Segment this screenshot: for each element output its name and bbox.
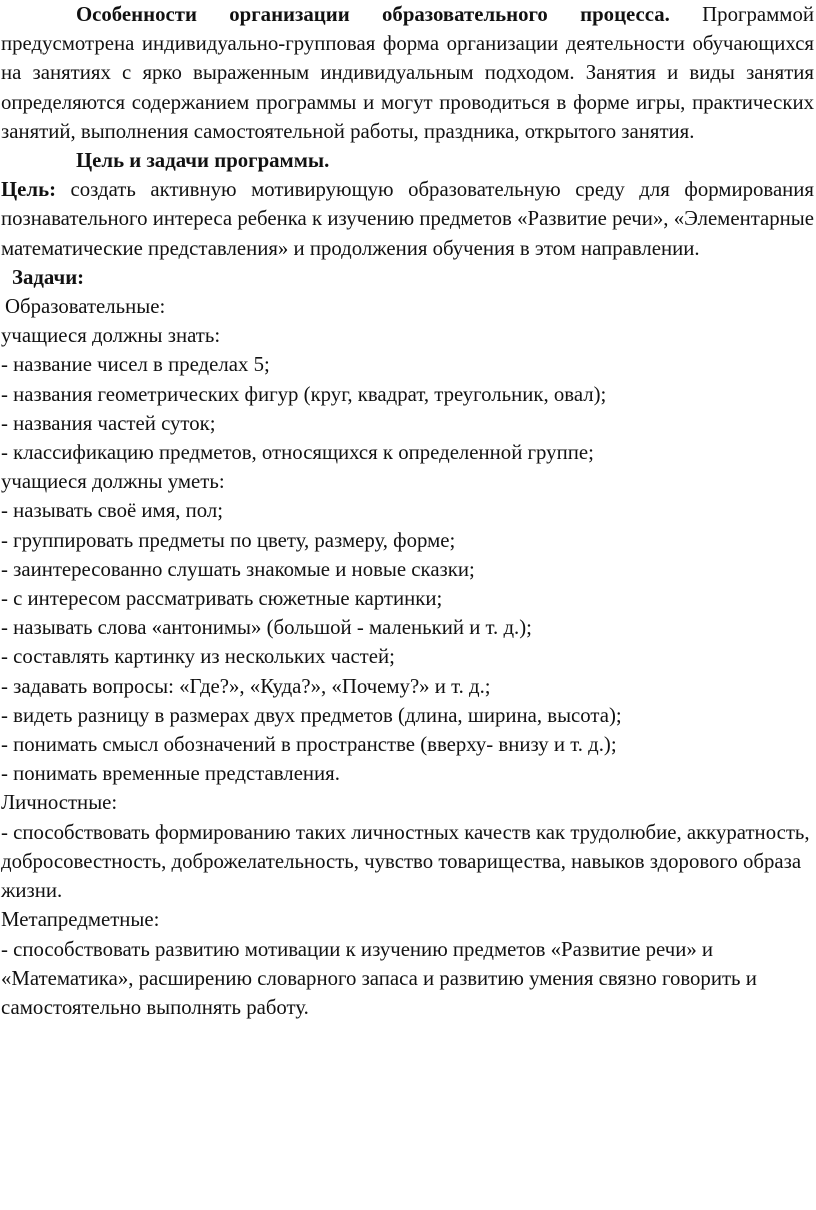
list-item: - называть своё имя, пол;	[1, 499, 224, 523]
list-item: - называть слова «антонимы» (большой - маленький и т. д.);	[1, 616, 532, 640]
goal-paragraph	[1, 175, 814, 263]
list-item: - видеть разницу в размерах двух предметов (длина, ширина, высота);	[1, 703, 622, 727]
list-item: - названия частей суток;	[1, 411, 216, 435]
list-item: - классификацию предметов, относящихся к определенной группе;	[1, 441, 594, 465]
goal-label: Цель:	[1, 178, 56, 202]
features-paragraph	[1, 0, 814, 146]
personal-text: - способствовать формированию таких личностных качеств как трудолюбие, аккуратность, добросовестность, доброжелательность, чувство товарищества, навыков здорового образа жизни.	[1, 820, 810, 903]
list-item: - понимать смысл обозначений в пространстве (вверху- внизу и т. д.);	[1, 733, 617, 757]
list-item: - название чисел в пределах 5;	[1, 353, 270, 377]
list-item: - составлять картинку из нескольких частей;	[1, 645, 395, 669]
list-item: - группировать предметы по цвету, размеру, форме;	[1, 528, 456, 552]
list-item: - заинтересованно слушать знакомые и новые сказки;	[1, 557, 475, 581]
personal-label: Личностные:	[1, 791, 118, 815]
goal-text: создать активную мотивирующую образовательную среду для формирования познавательного интереса ребенка к изучению предметов «Развитие речи», «Элементарные математические представления» и продолжения обучения в этом направлении.	[1, 178, 814, 260]
tasks-heading: Задачи:	[12, 265, 85, 289]
list-item: - названия геометрических фигур (круг, квадрат, треугольник, овал);	[1, 382, 607, 406]
list-item: - задавать вопросы: «Где?», «Куда?», «Почему?» и т. д.;	[1, 674, 491, 698]
list-item: - понимать временные представления.	[1, 762, 340, 786]
meta-text: - способствовать развитию мотивации к изучению предметов «Развитие речи» и «Математика», расширению словарного запаса и развитию умения связно говорить и самостоятельно выполнять работу.	[1, 937, 757, 1019]
meta-label: Метапредметные:	[1, 908, 160, 932]
features-heading: Особенности организации образовательного процесса.	[76, 3, 670, 26]
able-label: учащиеся должны уметь:	[1, 470, 225, 494]
educational-label: Образовательные:	[5, 295, 166, 319]
know-label: учащиеся должны знать:	[1, 324, 221, 348]
features-text: Программой предусмотрена индивидуально-групповая форма организации деятельности обучающихся на занятиях с ярко выраженным индивидуальным подходом. Занятия и виды занятия определяются содержанием программы и могут проводиться в форме игры, практических занятий, выполнения самостоятельной работы, праздника, открытого занятия.	[1, 3, 814, 143]
list-item: - с интересом рассматривать сюжетные картинки;	[1, 587, 443, 611]
goals-heading: Цель и задачи программы.	[76, 149, 330, 173]
